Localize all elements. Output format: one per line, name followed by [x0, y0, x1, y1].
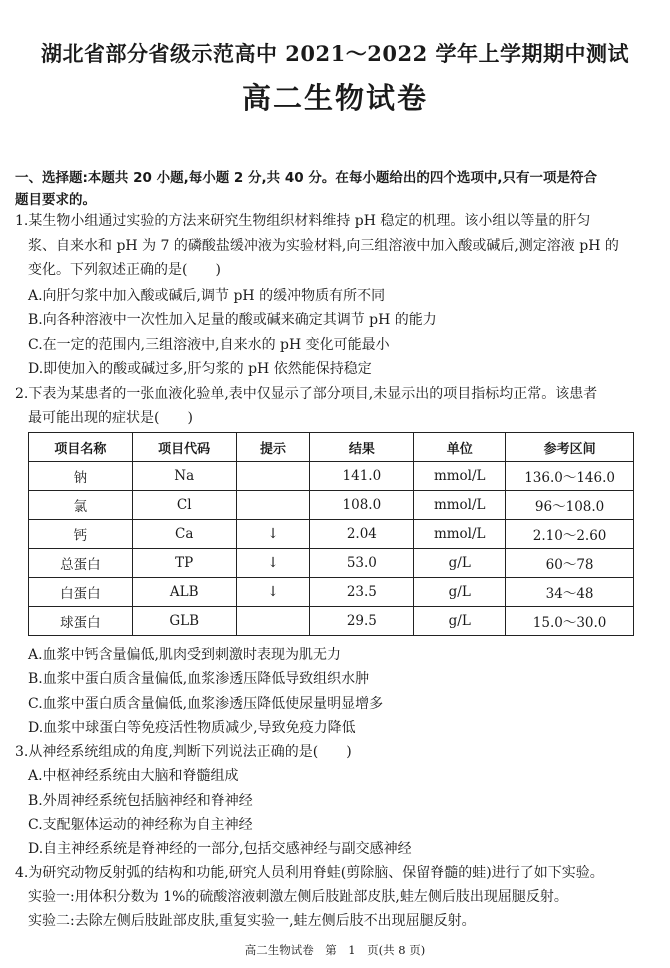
page-footer: 高二生物试卷 第 1 页(共 8 页) [244, 943, 426, 957]
q3-stem: 3.从神经系统组成的角度,判断下列说法正确的是( ) [15, 744, 352, 760]
cell-result: 141.0 [310, 462, 414, 491]
q3-option-b: B.外周神经系统包括脑神经和脊神经 [28, 793, 253, 809]
header-reference-range: 参考区间 [506, 433, 634, 462]
cell-unit: g/L [414, 607, 506, 636]
section-instructions-line1: 一、选择题:本题共 20 小题,每小题 2 分,共 40 分。在每小题给出的四个选项中,只有一项是符合 [15, 170, 597, 186]
q2-option-a: A.血浆中钙含量偏低,肌肉受到刺激时表现为肌无力 [28, 647, 342, 663]
cell-code: Cl [132, 491, 236, 520]
table-row [29, 549, 634, 578]
q3-option-c: C.支配躯体运动的神经称为自主神经 [28, 817, 253, 833]
q1-stem-line1: 1.某生物小组通过实验的方法来研究生物组织材料维持 pH 稳定的机理。该小组以等量的肝匀 [15, 213, 591, 229]
cell-range: 96～108.0 [506, 491, 634, 520]
cell-name: 氯 [29, 491, 133, 520]
q4-stem: 4.为研究动物反射弧的结构和功能,研究人员利用脊蛙(剪除脑、保留脊髓的蛙)进行了如下实验。 [15, 865, 604, 881]
subject-exam-title: 高二生物试卷 [241, 81, 428, 115]
table-row [29, 520, 634, 549]
cell-result: 23.5 [310, 578, 414, 607]
cell-name: 钙 [29, 520, 133, 549]
section-instructions-line2: 题目要求的。 [15, 192, 96, 208]
school-exam-title: 湖北省部分省级示范高中 2021～2022 学年上学期期中测试 [40, 41, 629, 66]
cell-unit: mmol/L [414, 491, 506, 520]
down-arrow-icon: ↓ [236, 578, 310, 607]
cell-result: 29.5 [310, 607, 414, 636]
table-row [29, 607, 634, 636]
header-item-name: 项目名称 [29, 433, 133, 462]
cell-code: Ca [132, 520, 236, 549]
cell-result: 108.0 [310, 491, 414, 520]
cell-range: 60～78 [506, 549, 634, 578]
down-arrow-icon: ↓ [236, 520, 310, 549]
cell-result: 53.0 [310, 549, 414, 578]
q4-experiment-1: 实验一:用体积分数为 1%的硫酸溶液刺激左侧后肢趾部皮肤,蛙左侧后肢出现屈腿反射。 [28, 889, 568, 905]
cell-range: 34～48 [506, 578, 634, 607]
header-item-code: 项目代码 [132, 433, 236, 462]
cell-hint [236, 462, 310, 491]
q2-option-d: D.血浆中球蛋白等免疫活性物质减少,导致免疫力降低 [28, 720, 356, 736]
q4-experiment-2: 实验二:去除左侧后肢趾部皮肤,重复实验一,蛙左侧后肢不出现屈腿反射。 [28, 913, 476, 929]
cell-name: 总蛋白 [29, 549, 133, 578]
cell-unit: g/L [414, 578, 506, 607]
header-result: 结果 [310, 433, 414, 462]
cell-code: ALB [132, 578, 236, 607]
table-row [29, 462, 634, 491]
table-row [29, 491, 634, 520]
q2-option-b: B.血浆中蛋白质含量偏低,血浆渗透压降低导致组织水肿 [28, 671, 370, 687]
cell-code: GLB [132, 607, 236, 636]
cell-result: 2.04 [310, 520, 414, 549]
cell-name: 球蛋白 [29, 607, 133, 636]
q1-option-d: D.即使加入的酸或碱过多,肝匀浆的 pH 依然能保持稳定 [28, 361, 372, 377]
q3-option-a: A.中枢神经系统由大脑和脊髓组成 [28, 768, 239, 784]
blood-test-table [28, 432, 634, 636]
cell-range: 15.0～30.0 [506, 607, 634, 636]
table-header-row [29, 433, 634, 462]
q1-option-c: C.在一定的范围内,三组溶液中,自来水的 pH 变化可能最小 [28, 337, 390, 353]
q2-stem-line1: 2.下表为某患者的一张血液化验单,表中仅显示了部分项目,未显示出的项目指标均正常。该患者 [15, 386, 598, 402]
cell-range: 136.0～146.0 [506, 462, 634, 491]
q3-option-d: D.自主神经系统是脊神经的一部分,包括交感神经与副交感神经 [28, 841, 412, 857]
q2-option-c: C.血浆中蛋白质含量偏低,血浆渗透压降低使尿量明显增多 [28, 696, 384, 712]
q1-stem-line2: 浆、自来水和 pH 为 7 的磷酸盐缓冲液为实验材料,向三组溶液中加入酸或碱后,测定溶液 pH 的 [28, 238, 619, 254]
cell-name: 钠 [29, 462, 133, 491]
table-row [29, 578, 634, 607]
cell-code: TP [132, 549, 236, 578]
cell-hint [236, 607, 310, 636]
cell-unit: mmol/L [414, 520, 506, 549]
q1-option-a: A.向肝匀浆中加入酸或碱后,调节 pH 的缓冲物质有所不同 [28, 288, 386, 304]
cell-name: 白蛋白 [29, 578, 133, 607]
down-arrow-icon: ↓ [236, 549, 310, 578]
q1-stem-line3: 变化。下列叙述正确的是( ) [28, 262, 221, 278]
header-hint: 提示 [236, 433, 310, 462]
header-unit: 单位 [414, 433, 506, 462]
q2-stem-line2: 最可能出现的症状是( ) [28, 410, 193, 426]
cell-hint [236, 491, 310, 520]
cell-range: 2.10～2.60 [506, 520, 634, 549]
cell-code: Na [132, 462, 236, 491]
q1-option-b: B.向各种溶液中一次性加入足量的酸或碱来确定其调节 pH 的能力 [28, 312, 437, 328]
cell-unit: g/L [414, 549, 506, 578]
cell-unit: mmol/L [414, 462, 506, 491]
